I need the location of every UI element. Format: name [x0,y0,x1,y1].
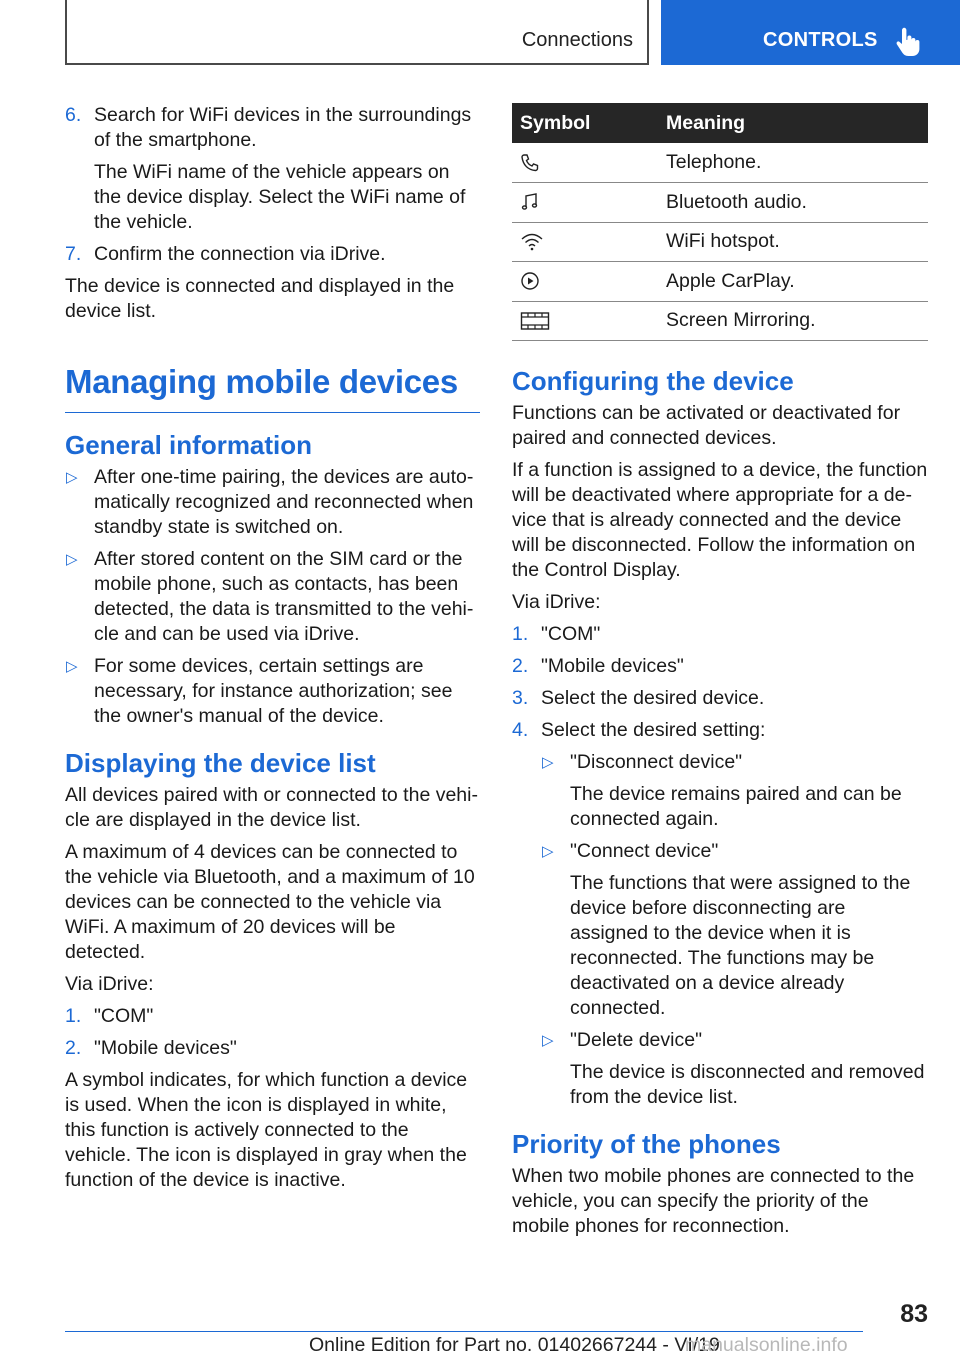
bullet-text: After one-time pairing, the devices are automatically recognized and reconnected when standby state is switched on. [94,466,474,538]
step-number: 3. [512,687,529,709]
header-tab-label: CONTROLS [763,29,878,51]
setting-description: The device remains paired and can be connected again. [570,783,902,830]
step-text: Select the desired device. [541,687,765,709]
list-item [65,1036,480,1061]
header-section-box [65,0,649,65]
step-number: 2. [65,1037,82,1059]
section-heading: General information [65,430,313,460]
symbol-cell [512,143,658,183]
header-section-title: Connections [521,29,633,51]
paragraph: All devices paired with or connected to the vehicle are displayed in the device list. [65,784,478,831]
play-circle-icon [520,271,540,291]
table-row [512,183,928,223]
paragraph: Via iDrive: [512,591,601,613]
list-item [512,654,928,679]
meaning-cell: Telephone. [658,143,928,183]
list-item [512,686,928,711]
list-item [65,465,480,540]
list-item [541,750,928,832]
table-row [512,143,928,183]
step-number: 6. [65,104,82,126]
list-item [65,103,480,235]
section-heading: Displaying the device list [65,748,376,778]
setting-label: "Connect device" [570,840,719,862]
list-item [512,622,928,647]
paragraph: A symbol indicates, for which function a device is used. When the icon is displayed in white, this function is actively connected to the vehicle. The icon is displayed in gray when the function of the device is inactive. [65,1069,468,1191]
setting-label: "Disconnect device" [570,751,743,773]
meaning-cell: WiFi hotspot. [658,222,928,262]
step-text: Search for WiFi devices in the surroundings of the smartphone. [94,104,472,151]
list-item [65,654,480,729]
step-text: "Mobile devices" [94,1037,237,1059]
table-row [512,222,928,262]
right-column [512,103,928,1246]
paragraph: If a function is assigned to a device, the function will be deactivated where appropriate for a device that is already connected and the device will be disconnected. Follow the information on the Control Display. [512,459,928,581]
step-number: 1. [512,623,529,645]
step-text: "Mobile devices" [541,655,684,677]
header-controls-tab[interactable] [661,0,960,65]
section-heading: Priority of the phones [512,1129,781,1159]
step-text: "COM" [94,1005,154,1027]
music-note-icon [520,192,540,212]
symbol-table [512,103,928,341]
wifi-icon [520,232,544,252]
triangle-bullet-icon: ▷ [66,469,78,486]
step-subtext: The WiFi name of the vehicle appears on the device display. Select the WiFi name of the vehicle. [94,161,466,233]
triangle-bullet-icon: ▷ [542,1032,554,1049]
table-header-row [512,103,928,143]
table-header-meaning: Meaning [658,103,928,143]
list-item [541,1028,928,1110]
paragraph: A maximum of 4 devices can be connected to the vehicle via Bluetooth, and a maximum of 10 devices can be connected to the vehicle via WiFi. A maximum of 20 devices will be detected. [65,841,475,963]
watermark-text: manualsonline.info [685,1334,848,1356]
symbol-cell [512,183,658,223]
triangle-bullet-icon: ▷ [542,754,554,771]
paragraph: Via iDrive: [65,973,154,995]
list-item [65,242,480,267]
setting-description: The functions that were assigned to the device before disconnecting are assigned to the device when it is reconnected. The functions may be deactivated on a device already connected. [570,872,911,1019]
triangle-bullet-icon: ▷ [66,658,78,675]
symbol-cell [512,222,658,262]
table-row [512,262,928,302]
setting-label: "Delete device" [570,1029,702,1051]
step-text: "COM" [541,623,601,645]
step-number: 4. [512,719,529,741]
meaning-cell: Bluetooth audio. [658,183,928,223]
symbol-cell [512,301,658,341]
page-number: 83 [900,1300,928,1328]
setting-description: The device is disconnected and removed from the device list. [570,1061,925,1108]
chapter-heading: Managing mobile devices [65,362,480,413]
list-item [541,839,928,1021]
step-text: Select the desired setting: [541,719,766,741]
bullet-text: After stored content on the SIM card or the mobile phone, such as contacts, has been detected, the data is transmitted to the vehicle and can be used via iDrive. [94,548,474,645]
list-item [512,718,928,743]
table-row [512,301,928,341]
left-column [65,103,480,1200]
bullet-text: For some devices, certain settings are necessary, for instance authorization; see the owner's manual of the device. [94,655,453,727]
paragraph: Functions can be activated or deactivated for paired and connected devices. [512,402,901,449]
hand-pointer-icon [895,27,921,57]
meaning-cell: Screen Mirroring. [658,301,928,341]
footer-divider [65,1331,863,1332]
list-item [65,547,480,647]
edition-text: Online Edition for Part no. 01402667244 - VI/19 [309,1334,720,1356]
screen-mirroring-icon [520,311,550,331]
list-item [65,1004,480,1029]
paragraph: The device is connected and displayed in the device list. [65,275,455,322]
triangle-bullet-icon: ▷ [542,843,554,860]
settings-list [512,750,928,1110]
section-heading: Configuring the device [512,366,794,396]
triangle-bullet-icon: ▷ [66,551,78,568]
step-number: 7. [65,243,82,265]
step-number: 1. [65,1005,82,1027]
telephone-icon [520,153,540,173]
step-text: Confirm the connection via iDrive. [94,243,386,265]
symbol-cell [512,262,658,302]
table-header-symbol: Symbol [512,103,658,143]
paragraph: When two mobile phones are connected to the vehicle, you can specify the priority of the mobile phones for reconnection. [512,1165,915,1237]
step-number: 2. [512,655,529,677]
meaning-cell: Apple CarPlay. [658,262,928,302]
